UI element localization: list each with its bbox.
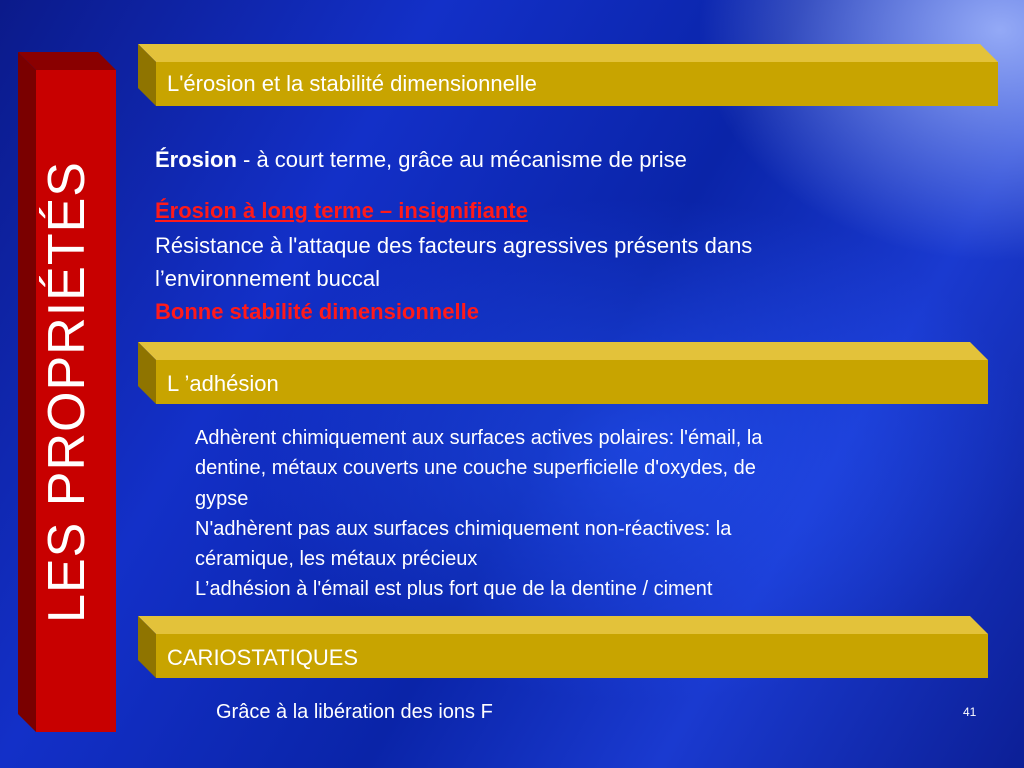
vertical-title: LES PROPRIÉTÉS [38, 161, 97, 623]
adhesion-line-2: dentine, métaux couverts une couche superficielle d'oxydes, de [195, 457, 756, 479]
section-banner-erosion [138, 44, 998, 106]
long-term-erosion: Érosion à long terme – insignifiante [155, 198, 528, 223]
resistance-line-1: Résistance à l'attaque des facteurs agressives présents dans [155, 233, 753, 258]
erosion-term: Érosion [155, 147, 237, 172]
erosion-description: - à court terme, grâce au mécanisme de prise [236, 147, 687, 172]
section-banner-cariostatic [138, 616, 988, 678]
erosion-line [155, 147, 687, 173]
adhesion-line-6: L’adhésion à l'émail est plus fort que de la dentine / ciment [195, 578, 713, 600]
vertical-title-bar [18, 52, 116, 732]
cariostatic-line-1: Grâce à la libération des ions F [216, 701, 493, 723]
adhesion-line-3: gypse [195, 488, 249, 510]
banner-title-cariostatic: CARIOSTATIQUES [167, 645, 359, 670]
adhesion-line-5: céramique, les métaux précieux [195, 548, 478, 570]
page-number: 41 [963, 705, 977, 719]
section-banner-adhesion [138, 342, 988, 404]
dimensional-stability: Bonne stabilité dimensionnelle [155, 299, 479, 324]
adhesion-line-4: N'adhèrent pas aux surfaces chimiquement non-réactives: la [195, 518, 732, 540]
banner-title-erosion: L'érosion et la stabilité dimensionnelle [167, 71, 537, 96]
adhesion-line-1: Adhèrent chimiquement aux surfaces actives polaires: l'émail, la [195, 427, 763, 449]
banner-title-adhesion: L ’adhésion [167, 371, 279, 396]
resistance-line-2: l’environnement buccal [155, 266, 381, 291]
